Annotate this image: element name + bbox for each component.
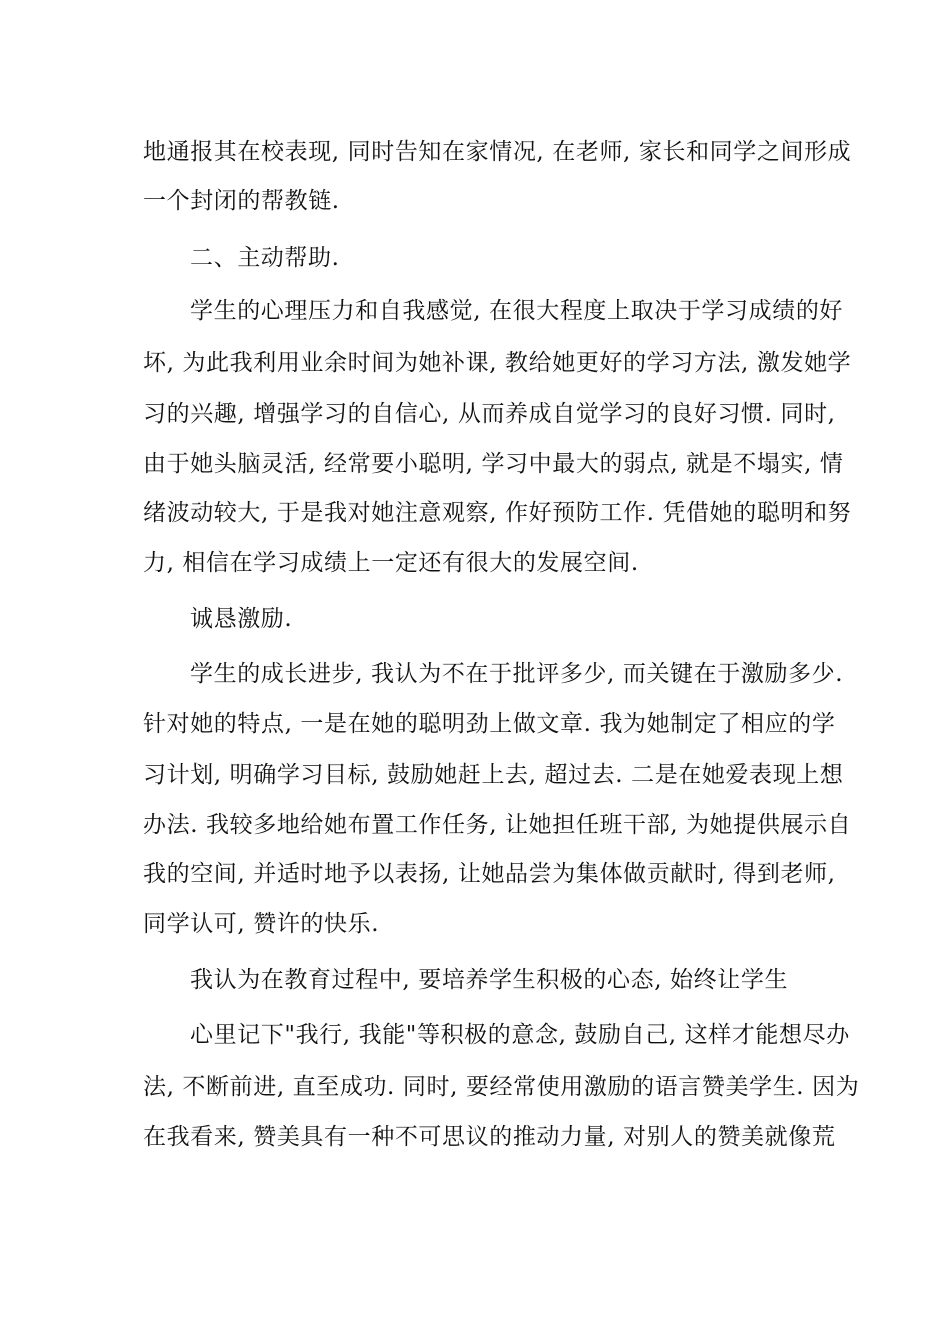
text-line: 一个封闭的帮教链. xyxy=(143,188,340,214)
text-line: 办法. 我较多地给她布置工作任务, 让她担任班干部, 为她提供展示自 xyxy=(143,812,852,838)
text-line: 习计划, 明确学习目标, 鼓励她赶上去, 超过去. 二是在她爱表现上想 xyxy=(143,762,844,788)
text-line: 学生的心理压力和自我感觉, 在很大程度上取决于学习成绩的好 xyxy=(190,298,844,324)
text-line: 习的兴趣, 增强学习的自信心, 从而养成自觉学习的良好习惯. 同时, xyxy=(143,401,836,427)
text-line: 我认为在教育过程中, 要培养学生积极的心态, 始终让学生 xyxy=(190,967,789,993)
text-line: 学生的成长进步, 我认为不在于批评多少, 而关键在于激励多少. xyxy=(190,661,844,687)
text-line: 心里记下"我行, 我能"等积极的意念, 鼓励自己, 这样才能想尽办 xyxy=(190,1022,850,1048)
text-line: 力, 相信在学习成绩上一定还有很大的发展空间. xyxy=(143,550,639,576)
text-line: 绪波动较大, 于是我对她注意观察, 作好预防工作. 凭借她的聪明和努 xyxy=(143,500,852,526)
text-line: 我的空间, 并适时地予以表扬, 让她品尝为集体做贡献时, 得到老师, xyxy=(143,861,836,887)
text-line: 在我看来, 赞美具有一种不可思议的推动力量, 对别人的赞美就像荒 xyxy=(143,1124,836,1150)
text-line: 地通报其在校表现, 同时告知在家情况, 在老师, 家长和同学之间形成 xyxy=(143,139,852,165)
section-heading: 诚恳激励. xyxy=(190,606,293,632)
text-line: 坏, 为此我利用业余时间为她补课, 教给她更好的学习方法, 激发她学 xyxy=(143,350,852,376)
text-line: 同学认可, 赞许的快乐. xyxy=(143,911,380,937)
text-line: 法, 不断前进, 直至成功. 同时, 要经常使用激励的语言赞美学生. 因为 xyxy=(143,1074,860,1100)
section-heading: 二、主动帮助. xyxy=(190,245,340,271)
text-line: 由于她头脑灵活, 经常要小聪明, 学习中最大的弱点, 就是不塌实, 情 xyxy=(143,451,844,477)
text-line: 针对她的特点, 一是在她的聪明劲上做文章. 我为她制定了相应的学 xyxy=(143,711,836,737)
